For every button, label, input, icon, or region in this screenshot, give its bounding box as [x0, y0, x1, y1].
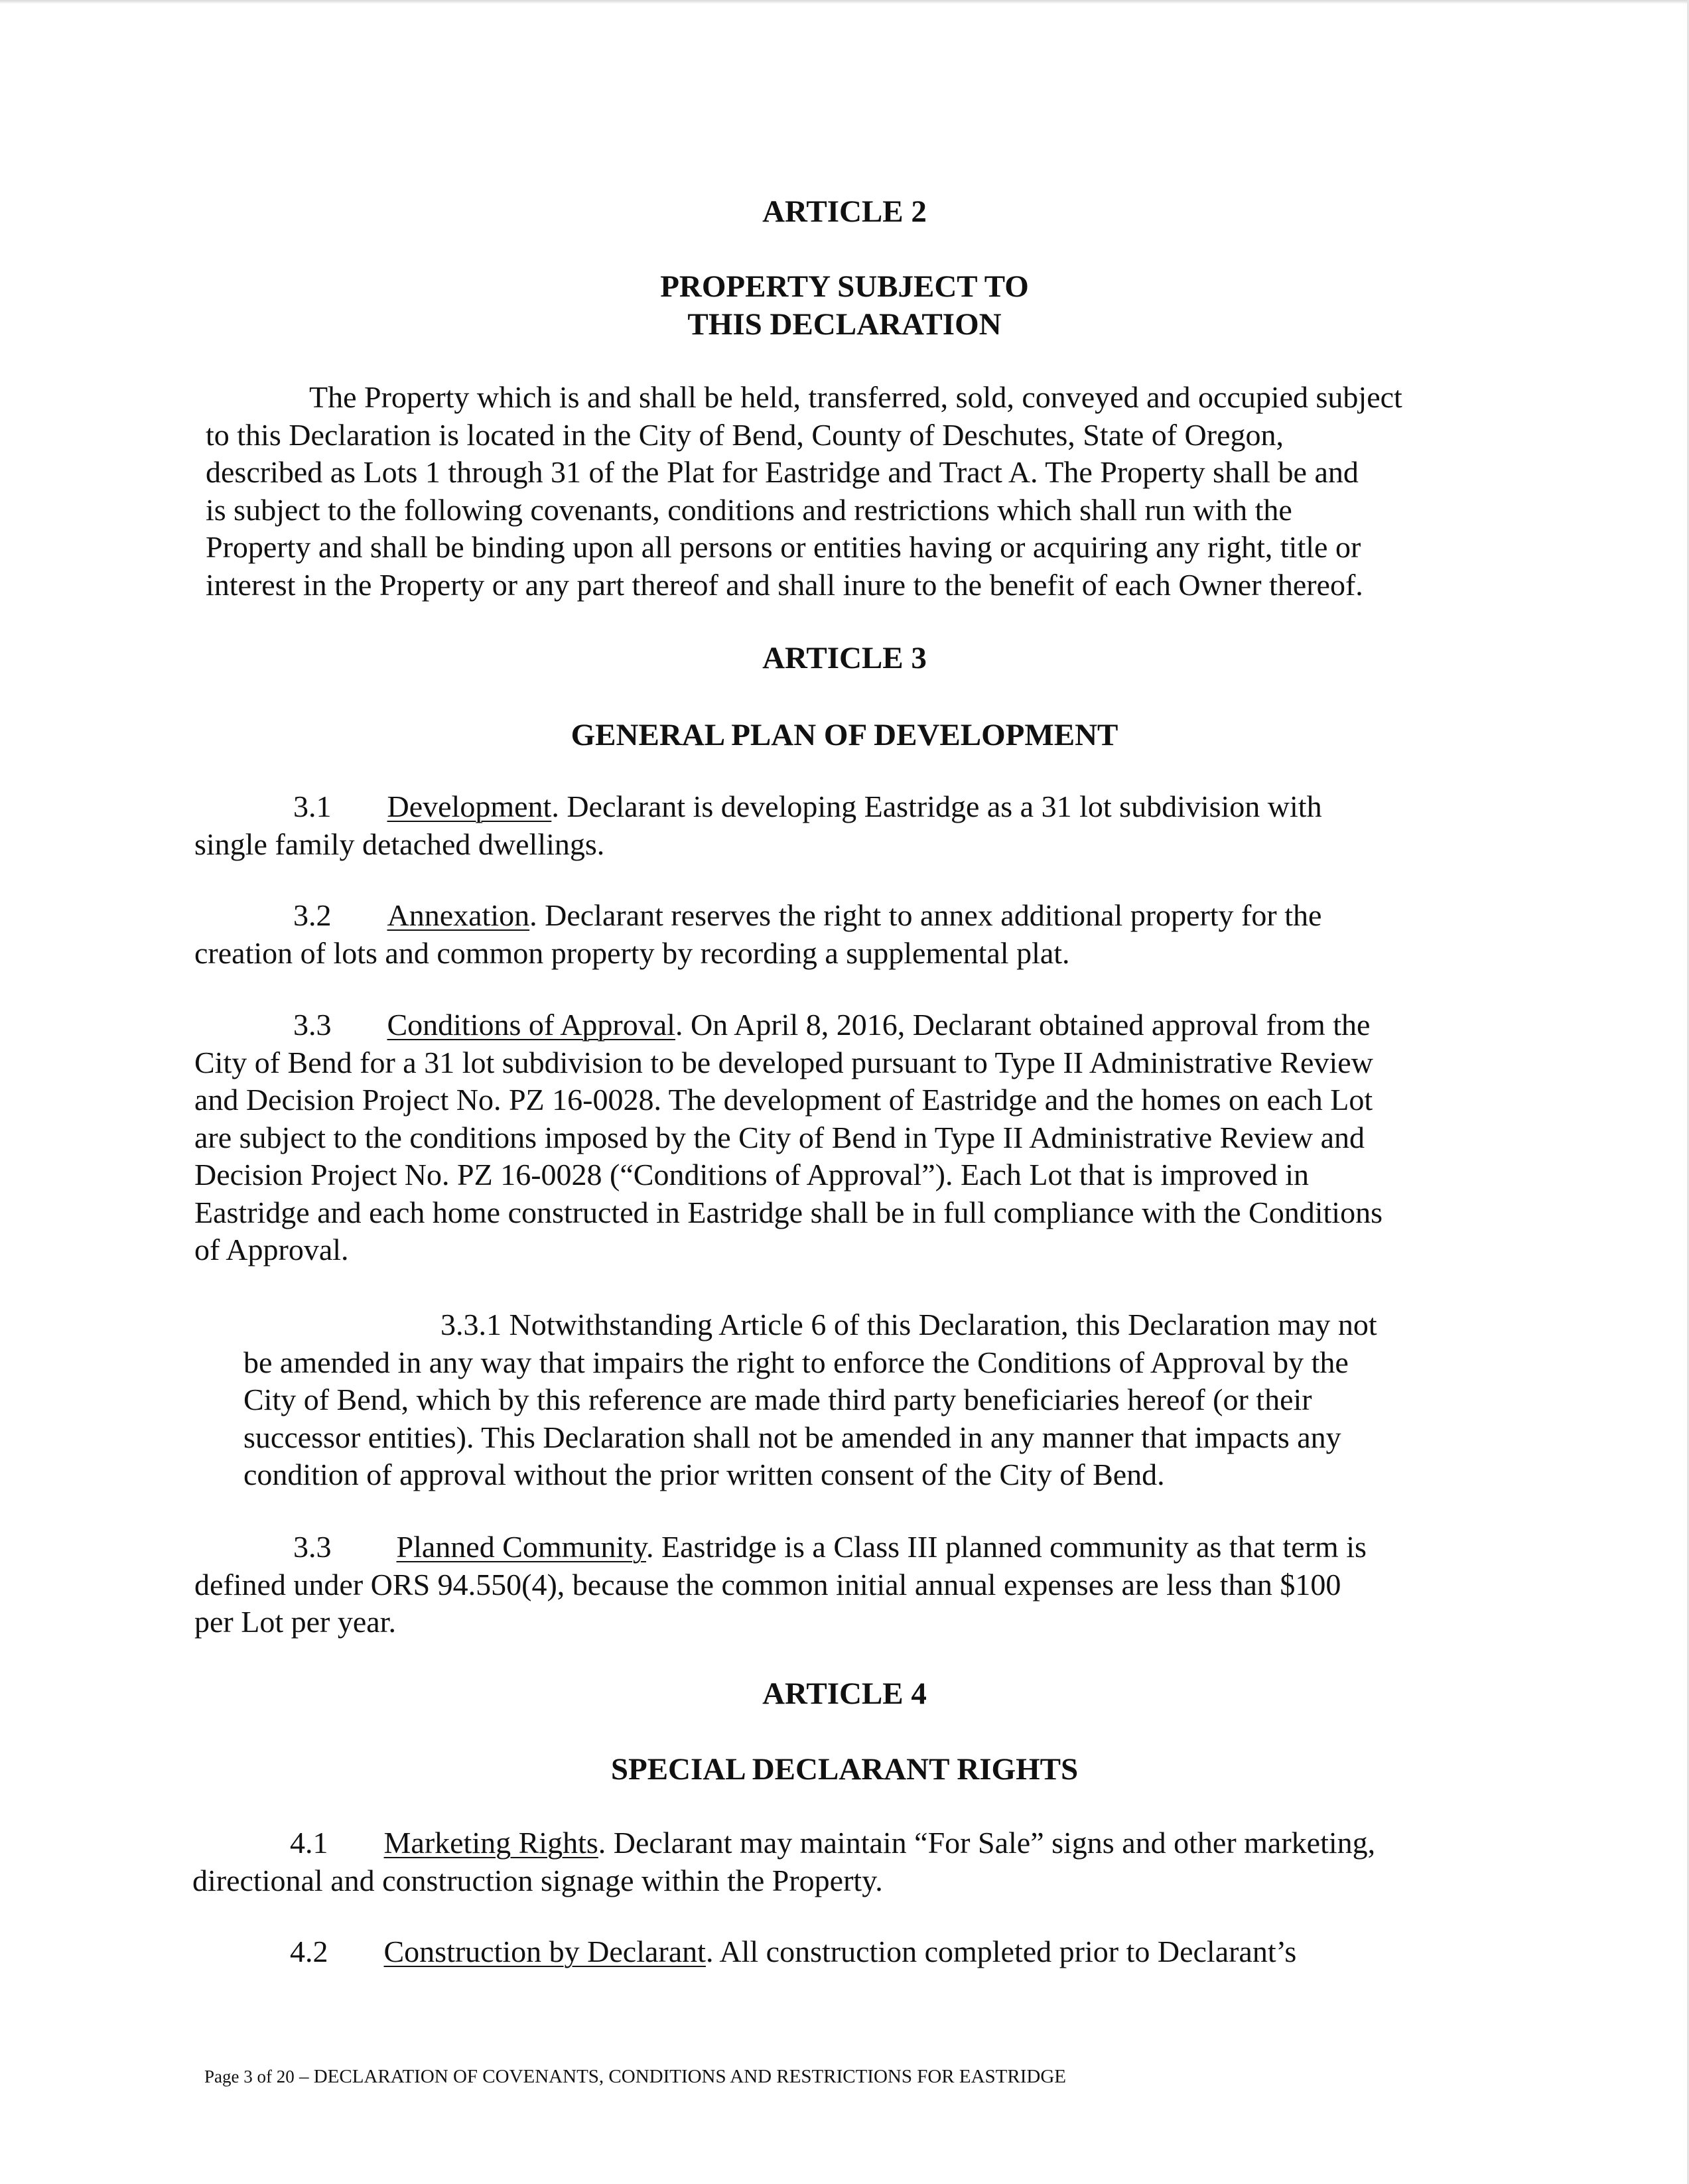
section-3-3-planned-community: [194, 1529, 1367, 1641]
paragraph-line: City of Bend for a 31 lot subdivision to be developed pursuant to Type II Administrative Review: [194, 1045, 1373, 1079]
paragraph-line: per Lot per year.: [194, 1605, 396, 1639]
section-text: . All construction completed prior to Declarant’s: [705, 1935, 1297, 1968]
section-text: . Declarant reserves the right to annex additional property for the: [529, 898, 1322, 932]
section-3-3-1: [243, 1306, 1377, 1494]
paragraph-line: are subject to the conditions imposed by the City of Bend in Type II Administrative Review and: [194, 1120, 1365, 1154]
section-4-1: [192, 1824, 1375, 1899]
section-caption: Conditions of Approval: [387, 1008, 675, 1042]
paragraph-line: directional and construction signage within the Property.: [192, 1863, 883, 1897]
paragraph-line: The Property which is and shall be held, transferred, sold, conveyed and occupied subject: [309, 380, 1402, 414]
section-caption: Marketing Rights: [383, 1826, 598, 1860]
article-4-title: SPECIAL DECLARANT RIGHTS: [610, 1752, 1079, 1787]
section-caption: Development: [387, 789, 552, 823]
paragraph-line: Decision Project No. PZ 16-0028 (“Conditions of Approval”). Each Lot that is improved in: [194, 1158, 1309, 1192]
paragraph-line: Eastridge and each home constructed in Eastridge shall be in full compliance with the Conditions: [194, 1195, 1383, 1229]
section-caption: Planned Community: [396, 1530, 647, 1564]
paragraph-line: condition of approval without the prior written consent of the City of Bend.: [243, 1458, 1165, 1491]
paragraph-line: Property and shall be binding upon all persons or entities having or acquiring any right, title or: [206, 530, 1361, 564]
section-3-1: [194, 788, 1322, 863]
footer-title: – DECLARATION OF COVENANTS, CONDITIONS AND RESTRICTIONS FOR EASTRIDGE: [294, 2066, 1066, 2087]
scan-top-edge: [0, 0, 1689, 4]
paragraph-line: successor entities). This Declaration shall not be amended in any manner that impacts any: [243, 1420, 1341, 1454]
section-3-2: [194, 897, 1321, 972]
article-3-title: GENERAL PLAN OF DEVELOPMENT: [571, 718, 1118, 752]
section-number: 3.3: [293, 1008, 332, 1042]
paragraph-line: of Approval.: [194, 1233, 349, 1266]
article-2-heading: ARTICLE 2: [762, 194, 927, 229]
section-3-3: [194, 1006, 1383, 1269]
section-number: 3.1: [293, 789, 332, 823]
article-2-title-line-2: THIS DECLARATION: [687, 307, 1002, 342]
section-caption: Annexation: [387, 898, 530, 932]
paragraph-line: creation of lots and common property by recording a supplemental plat.: [194, 935, 1070, 970]
article-3-heading: ARTICLE 3: [762, 641, 927, 675]
article-2-title-line-1: PROPERTY SUBJECT TO: [660, 269, 1029, 304]
section-caption: Construction by Declarant: [383, 1935, 706, 1968]
section-text: . Eastridge is a Class III planned community as that term is: [646, 1530, 1367, 1564]
section-4-2: [192, 1933, 1296, 1971]
section-number: 3.2: [293, 898, 332, 932]
article-4-heading: ARTICLE 4: [762, 1676, 927, 1711]
paragraph-line: single family detached dwellings.: [194, 827, 605, 861]
section-number: 4.2: [290, 1935, 328, 1968]
article-2-paragraph: [206, 379, 1402, 604]
paragraph-line: 3.3.1 Notwithstanding Article 6 of this Declaration, this Declaration may not: [440, 1308, 1377, 1341]
page-number: Page 3 of 20: [204, 2067, 295, 2086]
section-text: . Declarant may maintain “For Sale” signs and other marketing,: [598, 1826, 1376, 1860]
paragraph-line: is subject to the following covenants, conditions and restrictions which shall run with the: [206, 492, 1292, 527]
paragraph-line: be amended in any way that impairs the right to enforce the Conditions of Approval by the: [243, 1345, 1349, 1379]
section-number: 3.3: [293, 1530, 332, 1564]
paragraph-line: City of Bend, which by this reference are made third party beneficiaries hereof (or their: [243, 1383, 1312, 1416]
paragraph-line: to this Declaration is located in the City of Bend, County of Deschutes, State of Oregon,: [206, 417, 1284, 452]
section-text: . Declarant is developing Eastridge as a 31 lot subdivision with: [551, 789, 1322, 823]
paragraph-line: interest in the Property or any part thereof and shall inure to the benefit of each Owner thereof.: [206, 567, 1363, 602]
paragraph-line: and Decision Project No. PZ 16-0028. The development of Eastridge and the homes on each Lot: [194, 1083, 1373, 1117]
paragraph-line: defined under ORS 94.550(4), because the common initial annual expenses are less than $100: [194, 1567, 1341, 1602]
paragraph-line: described as Lots 1 through 31 of the Plat for Eastridge and Tract A. The Property shall be and: [206, 455, 1359, 489]
section-text: . On April 8, 2016, Declarant obtained approval from the: [675, 1008, 1371, 1042]
section-number: 4.1: [290, 1826, 328, 1860]
page-footer: [204, 2065, 1066, 2088]
